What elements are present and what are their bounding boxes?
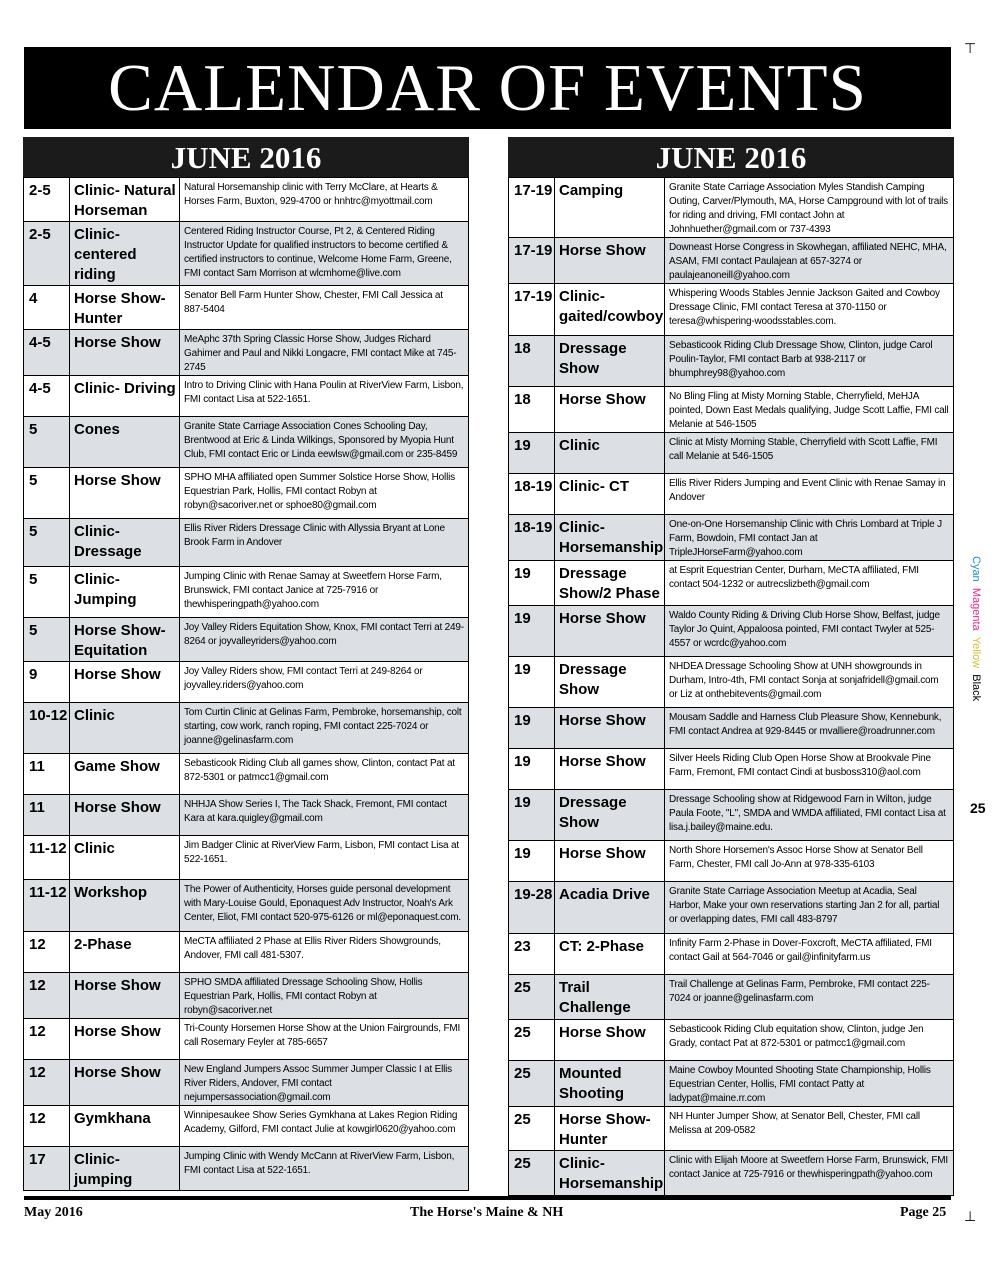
event-description: Sebasticook Riding Club equitation show, Clinton, judge Jen Grady, contact Pat at 872-5301 or patmcc1@gmail.com [665,1020,954,1061]
event-description: Waldo County Riding & Driving Club Horse Show, Belfast, judge Taylor Jo Quint, Appaloosa pointed, FMI contact Twyler at 525-4557 or wcrdc@yahoo.com [665,606,954,657]
event-row [509,433,954,474]
event-type: Horse Show [555,708,665,749]
event-date: 4-5 [24,376,70,417]
event-date: 11-12 [24,836,70,880]
event-description: Clinic at Misty Morning Stable, Cherryfield with Scott Laffie, FMI call Melanie at 546-1505 [665,433,954,474]
event-description: MeAphc 37th Spring Classic Horse Show, Judges Richard Gahimer and Paul and Nikki Longacre, FMI contact Mike at 745-2745 [180,330,469,376]
event-row [24,417,469,468]
event-description: Sebasticook Riding Club all games show, Clinton, contact Pat at 872-5301 or patmcc1@gmail.com [180,754,469,795]
event-date: 11-12 [24,880,70,932]
event-row [24,973,469,1019]
event-type: Acadia Drive [555,882,665,934]
color-registration-labels [970,556,982,701]
event-row [509,1061,954,1107]
event-description: NHDEA Dressage Schooling Show at UNH showgrounds in Durham, Intro-4th, FMI contact Sonja at sonjafridell@gmail.com or Liz at onthebitevents@gmail.com [665,657,954,708]
event-description: Winnipesaukee Show Series Gymkhana at Lakes Region Riding Academy, Gilford, FMI contact Julie at kowgirl0620@yahoo.com [180,1106,469,1147]
event-date: 11 [24,795,70,836]
event-row [24,286,469,330]
event-date: 4-5 [24,330,70,376]
event-date: 17-19 [509,284,555,336]
event-description: Natural Horsemanship clinic with Terry McClare, at Hearts & Horses Farm, Buxton, 929-4700 or hnhtrc@myottmail.com [180,178,469,222]
event-date: 25 [509,1151,555,1196]
event-date: 19 [509,708,555,749]
event-type: Horse Show [70,1019,180,1060]
event-date: 17-19 [509,178,555,238]
event-date: 25 [509,1107,555,1151]
cyan-label: Cyan [970,556,982,582]
event-type: Horse Show-Hunter [70,286,180,330]
event-description: No Bling Fling at Misty Morning Stable, Cherryfield, MeHJA pointed, Down East Medals qualifying, Judge Scott Laffie, FMI call Melanie at 546-1505 [665,387,954,433]
event-type: Gymkhana [70,1106,180,1147]
event-date: 25 [509,1020,555,1061]
event-row [24,880,469,932]
event-type: Clinic [70,836,180,880]
footer-publication: The Horse's Maine & NH [410,1205,564,1220]
event-type: Clinic- jumping [70,1147,180,1191]
event-row [24,222,469,286]
event-type: Clinic- Dressage [70,519,180,567]
event-row [509,336,954,387]
event-type: Clinic- gaited/cowboy [555,284,665,336]
event-row [509,975,954,1020]
event-row [509,790,954,841]
event-description: at Esprit Equestrian Center, Durham, MeCTA affiliated, FMI contact 504-1232 or autrecslizbeth@gmail.com [665,561,954,606]
event-row [509,606,954,657]
event-type: Clinic- Horsemanship [555,1151,665,1196]
right-column-header: JUNE 2016 [508,137,954,177]
event-row [24,1147,469,1191]
event-type: Cones [70,417,180,468]
event-type: Horse Show-Hunter [555,1107,665,1151]
event-type: Horse Show [555,387,665,433]
event-type: Game Show [70,754,180,795]
event-row [509,515,954,561]
event-type: Clinic- Driving [70,376,180,417]
event-date: 18 [509,336,555,387]
event-row [24,1060,469,1106]
event-row [24,836,469,880]
event-description: Dressage Schooling show at Ridgewood Farn in Wilton, judge Paula Foote, "L", SMDA and WMDA affiliated, FMI contact Lisa at lisa.j.bailey@maine.edu. [665,790,954,841]
event-type: Clinic- Horsemanship [555,515,665,561]
event-description: Granite State Carriage Association Myles Standish Camping Outing, Carver/Plymouth, MA, Horse Campground with lot of trails for riding and driving, FMI contact John at Johnhuether@gmail.com or 737-4393 [665,178,954,238]
event-type: Clinic [555,433,665,474]
event-type: Clinic- centered riding [70,222,180,286]
event-type: Horse Show [555,749,665,790]
event-description: SPHO SMDA affiliated Dressage Schooling Show, Hollis Equestrian Park, Hollis, FMI contact Robyn at robyn@sacoriver.net [180,973,469,1019]
event-row [24,1106,469,1147]
event-description: Tom Curtin Clinic at Gelinas Farm, Pembroke, horsemanship, colt starting, cow work, ranch roping, FMI contact 225-7024 or joanne@gelinasfarm.com [180,703,469,754]
event-row [509,1020,954,1061]
event-row [24,376,469,417]
event-row [509,474,954,515]
event-date: 19 [509,749,555,790]
event-date: 18-19 [509,474,555,515]
event-description: Senator Bell Farm Hunter Show, Chester, FMI Call Jessica at 887-5404 [180,286,469,330]
right-column [508,137,954,1196]
event-type: Horse Show [555,1020,665,1061]
event-type: Horse Show [555,841,665,882]
event-description: Jumping Clinic with Renae Samay at Sweetfern Horse Farm, Brunswick, FMI contact Janice at 725-7916 or thewhisperingpath@yahoo.com [180,567,469,618]
event-date: 23 [509,934,555,975]
event-type: Dressage Show [555,790,665,841]
event-type: Clinic- CT [555,474,665,515]
event-type: Horse Show [70,1060,180,1106]
event-row [24,662,469,703]
left-column [23,137,469,1191]
event-description: Jim Badger Clinic at RiverView Farm, Lisbon, FMI contact Lisa at 522-1651. [180,836,469,880]
page-title: CALENDAR OF EVENTS [24,47,951,129]
event-row [509,238,954,284]
event-date: 5 [24,618,70,662]
event-type: Horse Show [70,795,180,836]
event-row [24,1019,469,1060]
event-type: Mounted Shooting [555,1061,665,1107]
event-row [509,561,954,606]
event-date: 19 [509,790,555,841]
event-description: MeCTA affiliated 2 Phase at Ellis River Riders Showgrounds, Andover, FMI call 481-5307. [180,932,469,973]
event-type: Horse Show [70,468,180,519]
event-date: 17 [24,1147,70,1191]
event-type: Clinic- Jumping [70,567,180,618]
event-type: Horse Show [70,330,180,376]
event-description: Granite State Carriage Association Meetup at Acadia, Seal Harbor, Make your own reservations starting Jan 2 for all, partial or overlapping dates, FMI call 483-8797 [665,882,954,934]
event-date: 25 [509,975,555,1020]
event-date: 12 [24,932,70,973]
event-description: Intro to Driving Clinic with Hana Poulin at RiverView Farm, Lisbon, FMI contact Lisa at 522-1651. [180,376,469,417]
event-type: Trail Challenge [555,975,665,1020]
event-row [24,618,469,662]
right-events-table [508,177,954,1196]
event-description: The Power of Authenticity, Horses guide personal development with Mary-Louise Gould, Eponaquest Adv Instructor, Noah's Ark Center, Eliot, FMI contact 520-975-6126 or ml@eponaquest.com. [180,880,469,932]
event-row [24,932,469,973]
event-date: 12 [24,1019,70,1060]
event-date: 25 [509,1061,555,1107]
event-row [509,657,954,708]
event-date: 5 [24,417,70,468]
event-description: Centered Riding Instructor Course, Pt 2, & Centered Riding Instructor Update for qualified instructors to become certified & certified instructors to continue, Welcome Home Farm, Greene, FMI contact Sam Morrison at wlcmhome@live.com [180,222,469,286]
event-date: 5 [24,567,70,618]
event-date: 19 [509,433,555,474]
event-date: 12 [24,1106,70,1147]
event-date: 10-12 [24,703,70,754]
event-date: 2-5 [24,178,70,222]
event-description: NHHJA Show Series I, The Tack Shack, Fremont, FMI contact Kara at kara.quigley@gmail.com [180,795,469,836]
event-description: Granite State Carriage Association Cones Schooling Day, Brentwood at Eric & Linda Wilkings, Sponsored by Myopia Hunt Club, FMI contact Eric or Linda eewlsw@gmail.com or 235-8459 [180,417,469,468]
event-description: Sebasticook Riding Club Dressage Show, Clinton, judge Carol Poulin-Taylor, FMI contact Barb at 938-2117 or bhumphrey98@yahoo.com [665,336,954,387]
crop-mark-bottom: ⊥ [964,1208,977,1224]
event-row [509,708,954,749]
event-date: 18-19 [509,515,555,561]
event-description: Joy Valley Riders show, FMI contact Terri at 249-8264 or joyvalley.riders@yahoo.com [180,662,469,703]
event-description: Whispering Woods Stables Jennie Jackson Gaited and Cowboy Dressage Clinic, FMI contact Teresa at 370-1150 or teresa@whispering-woodsstables.com. [665,284,954,336]
event-type: Dressage Show [555,657,665,708]
event-date: 5 [24,468,70,519]
event-description: Ellis River Riders Dressage Clinic with Allyssia Bryant at Lone Brook Farm in Andover [180,519,469,567]
event-row [509,841,954,882]
event-type: 2-Phase [70,932,180,973]
event-description: One-on-One Horsemanship Clinic with Chris Lombard at Triple J Farm, Bowdoin, FMI contact Jan at TripleJHorseFarm@yahoo.com [665,515,954,561]
event-description: Jumping Clinic with Wendy McCann at RiverView Farm, Lisbon, FMI contact Lisa at 522-1651. [180,1147,469,1191]
event-date: 11 [24,754,70,795]
event-description: Ellis River Riders Jumping and Event Clinic with Renae Samay in Andover [665,474,954,515]
event-row [509,1151,954,1196]
event-type: CT: 2-Phase [555,934,665,975]
yellow-label: Yellow [970,636,982,669]
event-description: Joy Valley Riders Equitation Show, Knox, FMI contact Terri at 249-8264 or joyvalleyriders@yahoo.com [180,618,469,662]
event-date: 2-5 [24,222,70,286]
event-row [24,795,469,836]
event-description: NH Hunter Jumper Show, at Senator Bell, Chester, FMI call Melissa at 209-0582 [665,1107,954,1151]
event-description: Trail Challenge at Gelinas Farm, Pembroke, FMI contact 225-7024 or joanne@gelinasfarm.com [665,975,954,1020]
footer-page: Page 25 [900,1205,947,1220]
event-date: 18 [509,387,555,433]
event-type: Horse Show [70,662,180,703]
event-date: 19 [509,657,555,708]
event-type: Horse Show-Equitation [70,618,180,662]
event-date: 17-19 [509,238,555,284]
event-row [24,178,469,222]
left-events-table [23,177,469,1191]
left-column-header: JUNE 2016 [23,137,469,177]
event-description: Downeast Horse Congress in Skowhegan, affiliated NEHC, MHA, ASAM, FMI contact Paulajean at 657-3274 or paulajeanoneill@yahoo.com [665,238,954,284]
black-label: Black [970,674,982,702]
event-date: 12 [24,973,70,1019]
event-description: Maine Cowboy Mounted Shooting State Championship, Hollis Equestrian Center, Hollis, FMI contact Patty at ladypat@maine.rr.com [665,1061,954,1107]
event-row [24,567,469,618]
event-row [509,882,954,934]
event-type: Clinic- Natural Horseman [70,178,180,222]
event-type: Clinic [70,703,180,754]
event-row [24,754,469,795]
event-row [509,1107,954,1151]
event-type: Workshop [70,880,180,932]
event-description: SPHO MHA affiliated open Summer Solstice Horse Show, Hollis Equestrian Park, Hollis, FMI contact Robyn at robyn@sacoriver.net or sphoe80@gmail.com [180,468,469,519]
event-date: 4 [24,286,70,330]
event-row [24,330,469,376]
event-row [24,703,469,754]
event-date: 19 [509,561,555,606]
footer-date: May 2016 [24,1205,83,1220]
event-description: Infinity Farm 2-Phase in Dover-Foxcroft, MeCTA affiliated, FMI contact Gail at 564-7046 or gail@infinityfarm.us [665,934,954,975]
event-date: 9 [24,662,70,703]
event-description: Tri-County Horsemen Horse Show at the Union Fairgrounds, FMI call Rosemary Feyler at 785-6657 [180,1019,469,1060]
event-description: Silver Heels Riding Club Open Horse Show at Brookvale Pine Farm, Fremont, FMI contact Cindi at busboss310@aol.com [665,749,954,790]
event-type: Horse Show [555,606,665,657]
event-type: Dressage Show [555,336,665,387]
event-type: Camping [555,178,665,238]
event-date: 19 [509,606,555,657]
event-row [509,178,954,238]
event-description: North Shore Horsemen's Assoc Horse Show at Senator Bell Farm, Chester, FMI call Jo-Ann at 978-335-6103 [665,841,954,882]
event-date: 19 [509,841,555,882]
event-date: 5 [24,519,70,567]
event-type: Horse Show [555,238,665,284]
event-row [24,468,469,519]
event-row [509,284,954,336]
footer-rule [24,1196,951,1200]
magenta-label: Magenta [970,587,982,631]
event-description: Clinic with Elijah Moore at Sweetfern Horse Farm, Brunswick, FMI contact Janice at 725-7916 or thewhisperingpath@yahoo.com [665,1151,954,1196]
event-type: Horse Show [70,973,180,1019]
event-type: Dressage Show/2 Phase [555,561,665,606]
side-page-number: 25 [970,800,986,816]
event-description: Mousam Saddle and Harness Club Pleasure Show, Kennebunk, FMI contact Andrea at 929-8445 or mvalliere@roadrunner.com [665,708,954,749]
crop-mark-top: ⊤ [964,40,977,56]
event-row [509,387,954,433]
event-row [509,749,954,790]
event-date: 19-28 [509,882,555,934]
event-row [509,934,954,975]
event-row [24,519,469,567]
event-description: New England Jumpers Assoc Summer Jumper Classic I at Ellis River Riders, Andover, FMI contact nejumpersassociation@gmail.com [180,1060,469,1106]
event-date: 12 [24,1060,70,1106]
